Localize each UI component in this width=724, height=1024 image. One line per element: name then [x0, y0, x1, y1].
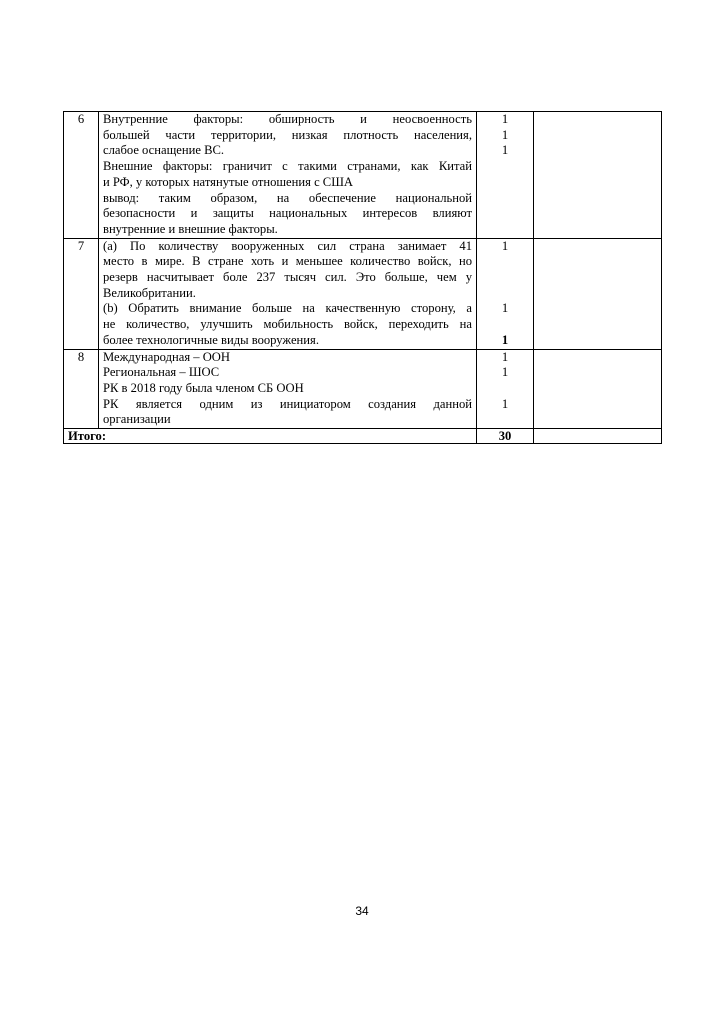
- point-value: [481, 254, 529, 270]
- answer-line: Внутренние факторы: обширность и неосвоенность: [103, 112, 472, 126]
- point-value: 1: [501, 396, 509, 411]
- answers-table: [63, 111, 662, 444]
- row-number: 8: [64, 349, 99, 429]
- row-number: 7: [64, 238, 99, 349]
- points-cell: [477, 349, 534, 429]
- answer-cell: [99, 112, 477, 239]
- point-value: [481, 317, 529, 333]
- answer-line: внутренние и внешние факторы.: [103, 221, 278, 236]
- table-row: [64, 349, 662, 429]
- answer-line: (b) Обратить внимание больше на качественную сторону, а: [103, 301, 472, 316]
- answer-line: слабое оснащение ВС.: [103, 143, 225, 158]
- answer-line: Региональная – ШОС: [103, 365, 220, 380]
- answer-line: вывод: таким образом, на обеспечение национальной: [103, 190, 472, 205]
- page-number: 34: [355, 904, 369, 918]
- answer-line: Международная – ООН: [103, 349, 230, 364]
- table-row: [64, 238, 662, 349]
- answer-line: безопасности и защиты национальных интересов влияют: [103, 206, 472, 221]
- answer-line: (a) По количеству вооруженных сил страна занимает 41: [103, 238, 472, 253]
- point-value: 1: [501, 365, 509, 380]
- answer-line: Внешние факторы: граничит с такими странами, как Китай: [103, 159, 472, 174]
- answer-line: РК является одним из инициатором создания данной: [103, 396, 472, 411]
- point-value: 1: [501, 349, 509, 364]
- table-row: [64, 112, 662, 239]
- row-number: 6: [64, 112, 99, 239]
- empty-cell: [534, 429, 662, 444]
- points-cell: [477, 112, 534, 239]
- answer-line: и РФ, у которых натянутые отношения с США: [103, 174, 354, 189]
- point-value: 1: [501, 143, 509, 158]
- answer-line: РК в 2018 году была членом СБ ООН: [103, 380, 304, 395]
- answer-line: более технологичные виды вооружения.: [103, 332, 319, 347]
- point-value: [481, 270, 529, 286]
- point-value: 1: [501, 112, 509, 126]
- empty-cell: [534, 238, 662, 349]
- point-value: 1: [501, 332, 509, 347]
- point-value: [481, 381, 529, 397]
- answer-line: место в мире. В стране хоть и меньшее количество войск, но: [103, 254, 472, 269]
- answer-cell: [99, 349, 477, 429]
- answer-line: организации: [103, 412, 171, 427]
- point-value: 1: [501, 238, 509, 253]
- answer-line: Великобритании.: [103, 285, 196, 300]
- empty-cell: [534, 112, 662, 239]
- point-value: 1: [501, 127, 509, 142]
- empty-cell: [534, 349, 662, 429]
- answer-cell: [99, 238, 477, 349]
- point-value: 1: [501, 301, 509, 316]
- answer-line: резерв насчитывает боле 237 тысяч сил. Это больше, чем у: [103, 270, 472, 285]
- total-points: 30: [477, 429, 534, 444]
- total-row: [64, 429, 662, 444]
- point-value: [481, 286, 529, 302]
- points-cell: [477, 238, 534, 349]
- total-label: Итого:: [64, 429, 477, 444]
- answer-line: большей части территории, низкая плотность населения,: [103, 127, 472, 142]
- answer-line: не количество, улучшить мобильность войск, переходить на: [103, 317, 472, 332]
